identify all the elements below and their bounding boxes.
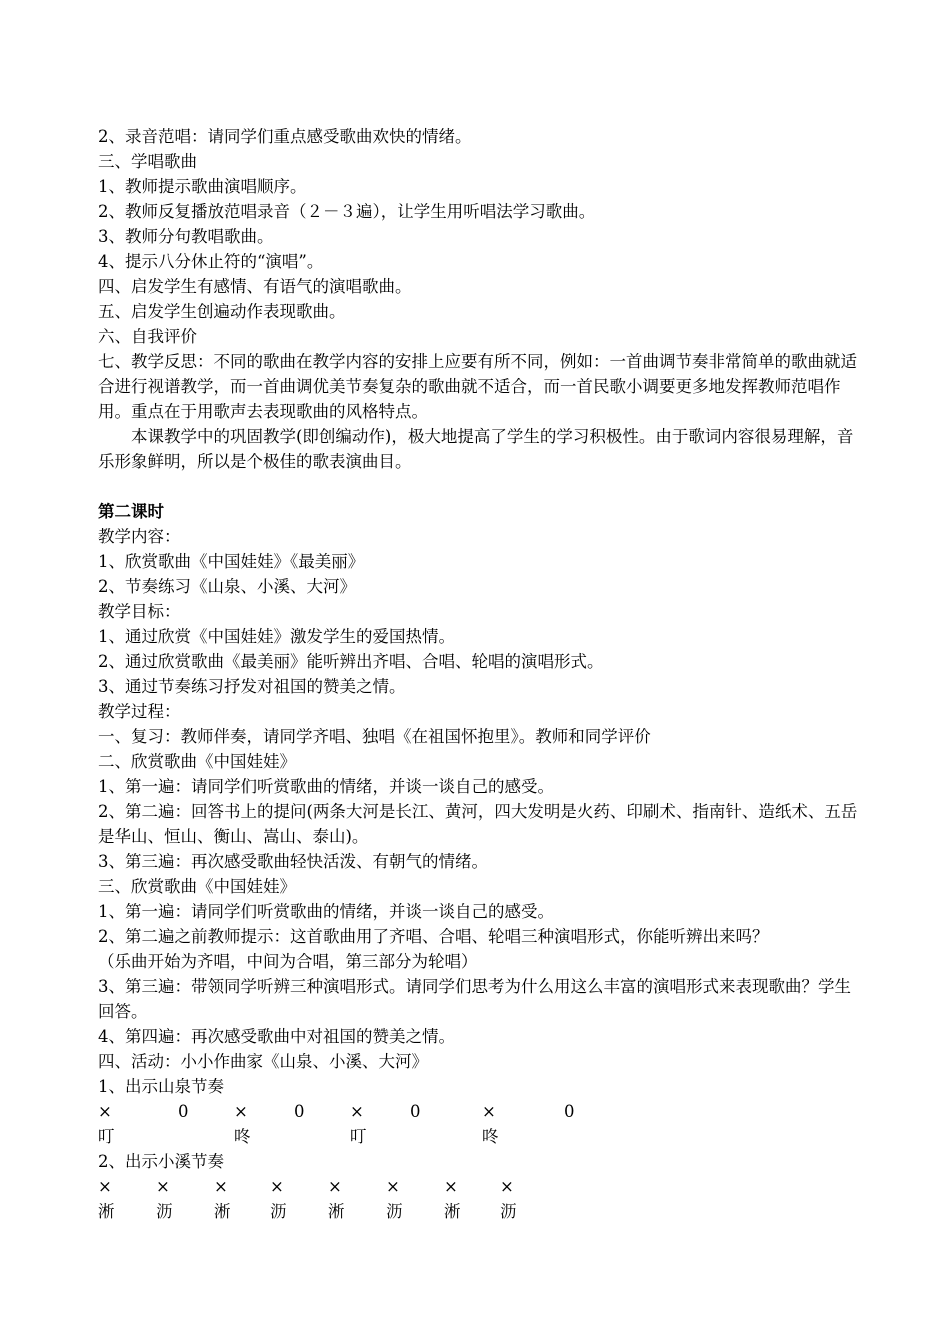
section-title: 第二课时 (98, 502, 164, 521)
rhythm-symbol: × (156, 1177, 170, 1196)
teaching-reflection-paragraph: 七、教学反思：不同的歌曲在教学内容的安排上应要有所不同，例如：一首曲调节奏非常简单的歌曲就适合进行视谱教学，而一首曲调优美节奏复杂的歌曲就不适合，而一首民歌小调要更多地发挥教师范唱作用。重点在于用歌声去表现歌曲的风格特点。 (98, 352, 857, 421)
rhythm-word: 沥 (156, 1202, 173, 1221)
text-line: 三、欣赏歌曲《中国娃娃》 (98, 877, 296, 896)
text-line: 3、第三遍：再次感受歌曲轻快活泼、有朝气的情绪。 (98, 852, 488, 871)
text-line: 2、第二遍之前教师提示：这首歌曲用了齐唱、合唱、轮唱三种演唱形式，你能听辨出来吗？ (98, 927, 769, 946)
rhythm-word: 淅 (98, 1202, 115, 1221)
section-2 (98, 499, 858, 1224)
rhythm-symbol: × (234, 1102, 248, 1121)
summary-paragraph: 本课教学中的巩固教学(即创编动作)，极大地提高了学生的学习积极性。由于歌词内容很易理解，音乐形象鲜明，所以是个极佳的歌表演曲目。 (98, 427, 854, 471)
rhythm-symbol: × (386, 1177, 400, 1196)
rhythm-symbol: × (482, 1102, 496, 1121)
rhythm-symbol: 0 (564, 1102, 575, 1121)
text-line: 1、欣赏歌曲《中国娃娃》《最美丽》 (98, 552, 365, 571)
text-line: 四、活动：小小作曲家《山泉、小溪、大河》 (98, 1052, 428, 1071)
rhythm-symbol: × (500, 1177, 514, 1196)
text-line: 四、启发学生有感情、有语气的演唱歌曲。 (98, 277, 412, 296)
spring-rhythm-row (98, 1099, 858, 1124)
text-line: 1、通过欣赏《中国娃娃》激发学生的爱国热情。 (98, 627, 455, 646)
text-line: 五、启发学生创遍动作表现歌曲。 (98, 302, 346, 321)
text-line: 2、通过欣赏歌曲《最美丽》能听辨出齐唱、合唱、轮唱的演唱形式。 (98, 652, 604, 671)
rhythm-word: 淅 (214, 1202, 231, 1221)
text-line: 三、学唱歌曲 (98, 152, 197, 171)
rhythm-word: 沥 (500, 1202, 517, 1221)
stream-rhythm-row (98, 1174, 858, 1199)
rhythm-word: 叮 (350, 1127, 367, 1146)
rhythm-word: 沥 (386, 1202, 403, 1221)
rhythm-symbol: × (98, 1177, 112, 1196)
text-line: 教学目标： (98, 602, 181, 621)
text-line: 1、第一遍：请同学们听赏歌曲的情绪，并谈一谈自己的感受。 (98, 777, 554, 796)
text-line: 3、通过节奏练习抒发对祖国的赞美之情。 (98, 677, 406, 696)
text-line: 3、教师分句教唱歌曲。 (98, 227, 274, 246)
rhythm-symbol: × (328, 1177, 342, 1196)
section-1 (98, 124, 858, 474)
rhythm-word: 叮 (98, 1127, 115, 1146)
spacer (98, 474, 858, 499)
rhythm-symbol: × (98, 1102, 112, 1121)
rhythm-word: 淅 (444, 1202, 461, 1221)
rhythm-symbol: 0 (294, 1102, 305, 1121)
text-line: 2、教师反复播放范唱录音（２－３遍），让学生用听唱法学习歌曲。 (98, 202, 596, 221)
stream-lyrics-row (98, 1199, 858, 1224)
text-line: 2、录音范唱：请同学们重点感受歌曲欢快的情绪。 (98, 127, 472, 146)
text-paragraph: 3、第三遍：带领同学听辨三种演唱形式。请同学们思考为什么用这么丰富的演唱形式来表现歌曲？学生回答。 (98, 977, 851, 1021)
text-line: 4、第四遍：再次感受歌曲中对祖国的赞美之情。 (98, 1027, 455, 1046)
text-line: 4、提示八分休止符的“演唱”。 (98, 252, 324, 271)
document-page (98, 124, 858, 1224)
text-line: 1、第一遍：请同学们听赏歌曲的情绪，并谈一谈自己的感受。 (98, 902, 554, 921)
text-line: 1、出示山泉节奏 (98, 1077, 224, 1096)
text-line: 1、教师提示歌曲演唱顺序。 (98, 177, 307, 196)
rhythm-word: 咚 (234, 1127, 251, 1146)
rhythm-symbol: × (270, 1177, 284, 1196)
rhythm-word: 淅 (328, 1202, 345, 1221)
rhythm-symbol: × (350, 1102, 364, 1121)
spring-lyrics-row (98, 1124, 858, 1149)
text-line: 一、复习：教师伴奏，请同学齐唱、独唱《在祖国怀抱里》。教师和同学评价 (98, 727, 651, 746)
text-line: 教学过程： (98, 702, 181, 721)
text-line: （乐曲开始为齐唱，中间为合唱，第三部分为轮唱） (98, 952, 478, 971)
text-line: 教学内容： (98, 527, 181, 546)
rhythm-symbol: 0 (410, 1102, 421, 1121)
rhythm-symbol: × (214, 1177, 228, 1196)
rhythm-word: 沥 (270, 1202, 287, 1221)
text-line: 六、自我评价 (98, 327, 197, 346)
text-line: 二、欣赏歌曲《中国娃娃》 (98, 752, 296, 771)
text-line: 2、节奏练习《山泉、小溪、大河》 (98, 577, 356, 596)
text-paragraph: 2、第二遍：回答书上的提问(两条大河是长江、黄河，四大发明是火药、印刷术、指南针、造纸术、五岳是华山、恒山、衡山、嵩山、泰山)。 (98, 802, 858, 846)
rhythm-word: 咚 (482, 1127, 499, 1146)
text-line: 2、出示小溪节奏 (98, 1152, 224, 1171)
rhythm-symbol: 0 (178, 1102, 189, 1121)
rhythm-symbol: × (444, 1177, 458, 1196)
